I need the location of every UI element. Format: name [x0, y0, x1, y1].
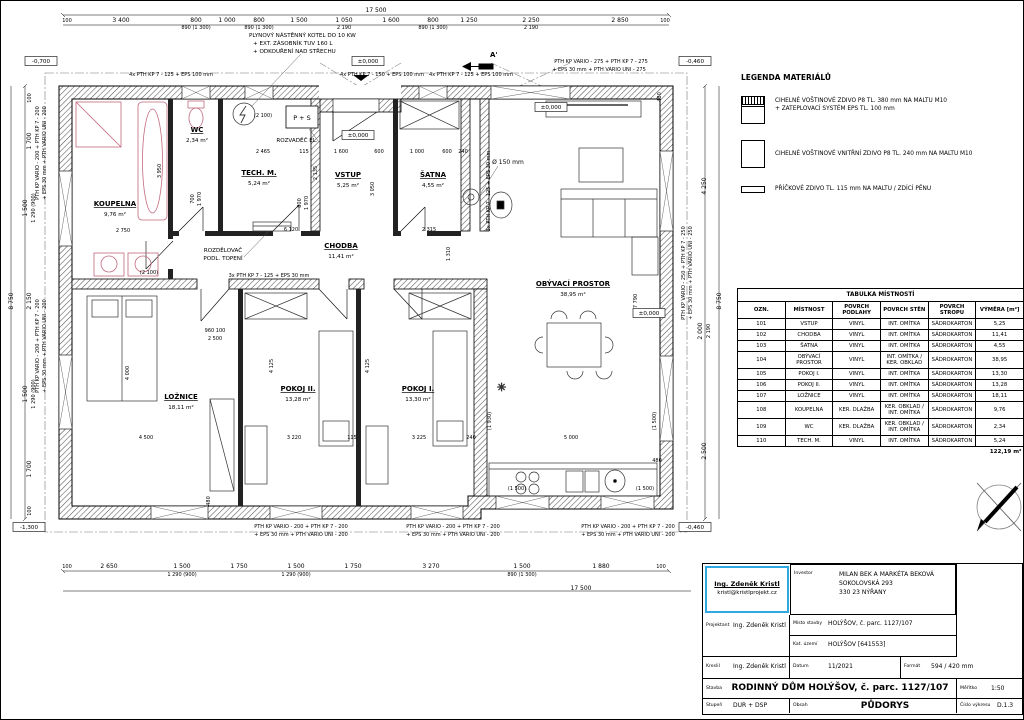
room-table-row — [738, 352, 1024, 369]
room-table-cell: VSTUP — [785, 319, 833, 330]
datum-label: Datum — [793, 664, 809, 669]
room-name: VSTUP — [334, 171, 362, 179]
room-table-cell: 101 — [738, 319, 786, 330]
dimension-label: 2 500 — [701, 442, 708, 460]
room-table-cell: INT. OMÍTKA / KER. OBKLAD — [880, 352, 928, 369]
dimension-label: (2 100) — [139, 270, 159, 276]
dimension-label: 1 310 — [446, 246, 452, 262]
dimension-label: 100 — [27, 93, 33, 103]
room-area: 13,30 m² — [405, 397, 431, 403]
room-table-cell: SÁDROKARTON — [928, 436, 976, 447]
plan-notes — [203, 31, 356, 262]
room-table-cell: VINYL — [833, 380, 881, 391]
dimension-label: (2 100) — [253, 113, 273, 119]
dimension-label: 8 750 — [716, 292, 723, 310]
dimension-label: 2 150 — [26, 292, 33, 310]
wardrobes — [207, 101, 471, 491]
room-table-column-header: MÍSTNOST — [785, 302, 833, 319]
room-table-cell: INT. OMÍTKA — [880, 380, 928, 391]
projektant-cell — [703, 615, 790, 657]
room-area: 5,25 m² — [337, 183, 359, 189]
dimension-label: 100 — [62, 18, 72, 24]
level-marker-value: -0,700 — [31, 59, 51, 65]
legend-item — [741, 96, 1024, 124]
obsah-cell — [790, 699, 956, 713]
room-table-row — [738, 319, 1024, 330]
svg-text:+ EXT. ZÁSOBNÍK TUV 160 L: + EXT. ZÁSOBNÍK TUV 160 L — [253, 41, 333, 47]
room-table-cell: KOUPELNA — [785, 402, 833, 419]
dimension-label: 1 600 — [382, 17, 400, 24]
dimension-label: 1 600 — [333, 149, 349, 155]
dimension-label: 3 225 — [411, 435, 427, 441]
legend-item-text: + ZATEPLOVACÍ SYSTÉM EPS TL. 100 mm — [775, 106, 895, 112]
legend-swatch-exterior-wall — [741, 96, 765, 124]
dimension-label: 6 120 — [283, 227, 299, 233]
dimension-label: 2 190 — [706, 323, 712, 339]
dimension-label: 2 250 — [522, 17, 540, 24]
room-table-cell: INT. OMÍTKA — [880, 391, 928, 402]
dimension-label: 1 290 (900) — [31, 193, 37, 223]
dimension-label: 1 050 — [335, 17, 353, 24]
room-table-cell: SÁDROKARTON — [928, 419, 976, 436]
legend-swatch-interior-wall — [741, 140, 765, 168]
room-table-cell: VINYL — [833, 341, 881, 352]
dimension-label: 2 465 — [255, 149, 271, 155]
dimension-label: 600 — [374, 149, 384, 155]
room-name: OBÝVACÍ PROSTOR — [535, 280, 611, 288]
dimension-label: 480 — [652, 458, 662, 464]
room-table-cell: POKOJ II. — [785, 380, 833, 391]
level-marker-value: ±0,000 — [347, 133, 369, 139]
wall-type-label: 4x PTH KP 7 - 125 + EPS 100 mm — [129, 72, 213, 78]
wall-type-label: + EPS 30 mm + PTH VARIO UNI - 200 — [42, 106, 48, 200]
stupen-label: Stupeň — [706, 703, 723, 708]
svg-text:+ ODKOUŘENÍ NAD STŘECHU: + ODKOUŘENÍ NAD STŘECHU — [253, 49, 336, 55]
datum-value: 11/2021 — [828, 663, 853, 670]
dimension-label: 8 750 — [8, 292, 15, 310]
dimension-label: 1 750 — [344, 563, 362, 570]
legend-item-text: PŘÍČKOVÉ ZDIVO TL. 115 mm NA MALTU / ZDÍCÍ PĚNU — [775, 186, 932, 192]
room-area: 2,34 m² — [186, 138, 208, 144]
room-table-cell: 18,11 — [976, 391, 1024, 402]
room-table-cell: 110 — [738, 436, 786, 447]
dimension-label: 1 700 — [26, 460, 33, 478]
room-table-row — [738, 436, 1024, 447]
obsah-label: Obsah — [793, 703, 808, 708]
room-table-cell: 38,95 — [976, 352, 1024, 369]
room-table-row — [738, 419, 1024, 436]
room-table-title: TABULKA MÍSTNOSTÍ — [738, 289, 1024, 302]
room-table-cell: SÁDROKARTON — [928, 319, 976, 330]
dimension-label: 890 (1 300) — [244, 25, 274, 31]
dimension-label: 2 500 — [207, 336, 223, 342]
dimension-label: 890 (1 300) — [418, 25, 448, 31]
dimension-label: 1 500 — [290, 17, 308, 24]
dimension-label: 3 270 — [422, 563, 440, 570]
section-marker — [462, 51, 498, 71]
room-table-cell: VINYL — [833, 352, 881, 369]
room-table-cell: 13,30 — [976, 369, 1024, 380]
room-table-cell: 13,28 — [976, 380, 1024, 391]
room-table-cell: SÁDROKARTON — [928, 341, 976, 352]
title-block-spacer — [956, 564, 1022, 657]
room-table-cell: 11,41 — [976, 330, 1024, 341]
room-table-cell: INT. OMÍTKA — [880, 319, 928, 330]
dimension-label: 240 — [458, 149, 468, 155]
room-name: WC — [190, 126, 204, 134]
dimension-label: 17 500 — [365, 7, 387, 14]
kreslil-value: Ing. Zdeněk Kristl — [733, 663, 786, 670]
room-table-cell: OBÝVACÍ PROSTOR — [785, 352, 833, 369]
room-table-cell: VINYL — [833, 319, 881, 330]
living-furniture — [535, 101, 658, 379]
dimension-label: 2 000 — [697, 322, 704, 340]
dimension-label: 2 750 — [115, 228, 131, 234]
room-table-cell: 103 — [738, 341, 786, 352]
title-block — [702, 563, 1023, 715]
svg-text:PODL. TOPENÍ: PODL. TOPENÍ — [203, 256, 243, 262]
wall-type-label: PTH KP VARIO - 200 + PTH KP 7 - 200 — [35, 106, 41, 200]
room-table-cell: 108 — [738, 402, 786, 419]
investor-street: SOKOLOVSKÁ 293 — [839, 580, 893, 587]
room-table-cell: CHODBA — [785, 330, 833, 341]
room-table-column-header: POVRCH PODLAHY — [833, 302, 881, 319]
tech-room-equipment — [233, 103, 291, 231]
format-cell — [900, 657, 1022, 679]
room-name: POKOJ I. — [401, 385, 435, 393]
wall-type-label: + EPS 30 mm + PTH VARIO UNI - 250 — [688, 226, 694, 320]
interior-walls-240 — [72, 99, 489, 496]
dimension-label: 2 850 — [611, 17, 629, 24]
room-table-row — [738, 402, 1024, 419]
room-area: 11,41 m² — [328, 254, 354, 260]
dimension-label: 700 — [190, 194, 196, 204]
room-table-cell: SÁDROKARTON — [928, 330, 976, 341]
dimension-label: 1 500 — [22, 385, 29, 403]
room-table-cell: INT. OMÍTKA — [880, 341, 928, 352]
north-arrow — [977, 483, 1021, 531]
level-marker-value: -1,300 — [19, 525, 39, 531]
stavba-value: RODINNÝ DŮM HOLÝŠOV, č. parc. 1127/107 — [731, 683, 949, 693]
door-swings — [146, 205, 425, 321]
kreslil-label: Kreslil — [706, 664, 720, 669]
company-email: kristl@kristlprojekt.cz — [717, 590, 777, 596]
dimension-label: Ø 150 mm — [492, 159, 524, 166]
room-table-cell: INT. OMÍTKA — [880, 369, 928, 380]
room-table-cell: LOŽNICE — [785, 391, 833, 402]
room-table-row — [738, 369, 1024, 380]
room-table-cell: 105 — [738, 369, 786, 380]
svg-text:A': A' — [490, 51, 498, 59]
room-table-row — [738, 341, 1024, 352]
stupen-cell — [703, 699, 790, 713]
room-area: 18,11 m² — [168, 405, 194, 411]
dimension-label: 2 135 — [313, 165, 319, 181]
wall-type-label: + EPS 30 mm + PTH VARIO UNI - 275 — [552, 67, 646, 73]
dimension-label: 800 — [190, 17, 202, 24]
kat-label: Kat. území — [793, 642, 818, 647]
room-table-column-header: POVRCH STROPU — [928, 302, 976, 319]
room-table-cell: 104 — [738, 352, 786, 369]
room-table-cell: 2,34 — [976, 419, 1024, 436]
fireplace-symbol: ✳ — [497, 381, 507, 394]
room-table-cell: VINYL — [833, 391, 881, 402]
dimension-label: 7 790 — [633, 293, 639, 309]
cislo-value: D.1.3 — [997, 702, 1014, 709]
room-table-row — [738, 330, 1024, 341]
wall-type-label: PTH KP VARIO - 250 + PTH KP 7 - 250 — [681, 226, 687, 320]
dimension-label: 1 970 — [304, 195, 310, 211]
dimension-label: 800 — [427, 17, 439, 24]
room-name: POKOJ II. — [280, 385, 316, 393]
dimension-label: 800 — [253, 17, 265, 24]
room-table-cell: SÁDROKARTON — [928, 352, 976, 369]
wall-type-label: PTH KP VARIO - 200 + PTH KP 7 - 200 — [254, 524, 348, 530]
dimension-label: (1 930) — [487, 411, 493, 431]
dimension-label: 1 700 — [26, 132, 33, 150]
legend-title: LEGENDA MATERIÁLŮ — [741, 73, 831, 82]
investor-city: 330 23 NÝŘANY — [839, 589, 887, 596]
dimension-label: 3 050 — [370, 181, 376, 197]
kreslil-cell — [703, 657, 790, 679]
room-table-cell: KER. OBKLAD / INT. OMÍTKA — [880, 419, 928, 436]
misto-label: Místo stavby — [793, 621, 823, 626]
dimension-label: 17 500 — [570, 585, 592, 592]
projektant-label: Projektant — [706, 623, 730, 628]
company-name: Ing. Zdeněk Kristl — [714, 580, 780, 588]
dimension-label: 2 190 — [336, 25, 352, 31]
dimension-label: 1 970 — [197, 191, 203, 207]
investor-cell — [790, 564, 956, 615]
dimension-label: 4 250 — [701, 177, 708, 195]
room-table-cell: SÁDROKARTON — [928, 402, 976, 419]
dimension-label: 240 — [466, 435, 476, 441]
dimension-label: 1 500 — [22, 199, 29, 217]
room-table-cell: 4,55 — [976, 341, 1024, 352]
wall-type-label: 3x PTH KP 7 - 125 + EPS 30 mm — [228, 273, 310, 279]
room-table-cell: KER. OBKLAD / INT. OMÍTKA — [880, 402, 928, 419]
room-table-header-row — [738, 302, 1024, 319]
wall-type-label: + EPS 30 mm + PTH VARIO UNI - 200 — [581, 532, 675, 538]
washer-dryer-label: P + S — [293, 114, 311, 122]
dimension-label: 890 (1 300) — [507, 572, 537, 578]
dimension-label: 115 — [347, 435, 357, 441]
obsah-value: PŮDORYS — [860, 701, 910, 711]
wall-type-label: + EPS 30 mm + PTH VARIO UNI - 200 — [406, 532, 500, 538]
dimension-label: 600 — [442, 149, 452, 155]
room-table-cell: 106 — [738, 380, 786, 391]
svg-text:ROZVADĚČ EL.: ROZVADĚČ EL. — [276, 138, 318, 144]
dimension-label: (1 500) — [635, 486, 655, 492]
room-name: CHODBA — [324, 242, 358, 250]
dimension-label: 1 000 — [409, 149, 425, 155]
dimension-label: 480 — [206, 496, 212, 506]
meritko-value: 1:50 — [991, 685, 1005, 692]
dimension-label: 3 400 — [112, 17, 130, 24]
cislo-cell — [956, 699, 1022, 713]
svg-text:ROZDĚLOVAČ: ROZDĚLOVAČ — [203, 248, 243, 254]
level-marker-value: -0,460 — [685, 525, 705, 531]
room-table-cell: VINYL — [833, 369, 881, 380]
investor-name: MILAN BEK A MARKÉTA BEKOVÁ — [839, 571, 935, 578]
room-name: LOŽNICE — [164, 393, 198, 401]
dimension-label: 1 290 (900) — [31, 379, 37, 409]
dimension-label: 100 — [660, 18, 670, 24]
room-table — [737, 288, 1024, 457]
room-table-column-header: OZN. — [738, 302, 786, 319]
dimension-label: 2 650 — [100, 563, 118, 570]
room-table-cell: WC — [785, 419, 833, 436]
dimension-label: 4 125 — [269, 358, 275, 374]
dimension-label: 100 — [62, 564, 72, 570]
room-area: 4,55 m² — [422, 183, 444, 189]
svg-text:PLYNOVÝ NÁSTĚNNÝ KOTEL DO 10 K: PLYNOVÝ NÁSTĚNNÝ KOTEL DO 10 KW — [249, 33, 356, 39]
wall-type-label: PTH KP VARIO - 200 + PTH KP 7 - 200 — [406, 524, 500, 530]
wall-type-label: 3x PTH KP 7 - 125 + EPS 30 mm — [486, 150, 492, 232]
stupen-value: DUR + DSP — [733, 702, 768, 709]
dimension-label: 1 500 — [287, 563, 305, 570]
dimension-label: 4 000 — [125, 365, 131, 381]
level-marker-value: -0,460 — [685, 59, 705, 65]
room-name: TECH. M. — [241, 169, 277, 177]
level-marker-value: ±0,000 — [540, 105, 562, 111]
dimension-label: 4 125 — [365, 358, 371, 374]
room-table-cell: TECH. M. — [785, 436, 833, 447]
meritko-label: Měřítko — [960, 686, 978, 691]
legend-item-text: CIHELNÉ VOŠTINOVÉ ZDIVO P8 TL. 380 mm NA MALTU M10 — [775, 98, 947, 104]
room-table-cell: INT. OMÍTKA — [880, 330, 928, 341]
dimension-label: 1 290 (900) — [281, 572, 311, 578]
meritko-cell — [956, 679, 1022, 699]
legend-item — [741, 140, 1024, 168]
dimension-label: (1 500) — [507, 486, 527, 492]
wall-type-label: PTH KP VARIO - 275 + PTH KP 7 - 275 — [554, 59, 648, 65]
dimension-label: 960 100 — [204, 328, 226, 334]
room-table-row — [738, 380, 1024, 391]
room-table-cell: SÁDROKARTON — [928, 380, 976, 391]
wall-type-label: + EPS 30 mm + PTH VARIO UNI - 200 — [254, 532, 348, 538]
room-area: 5,24 m² — [248, 181, 270, 187]
room-table-cell: 109 — [738, 419, 786, 436]
kat-value: HOLÝŠOV [641553] — [828, 641, 886, 648]
wall-type-label: PTH KP VARIO - 200 + PTH KP 7 - 200 — [35, 299, 41, 393]
dimension-label: 100 — [656, 564, 666, 570]
misto-value: HOLÝŠOV, č. parc. 1127/107 — [828, 620, 913, 627]
room-table-cell: POKOJ I. — [785, 369, 833, 380]
dimension-label: 800 — [297, 198, 303, 208]
wall-type-label: PTH KP VARIO - 200 + PTH KP 7 - 200 — [581, 524, 675, 530]
washer-dryer-box — [286, 106, 318, 128]
porch-opening — [319, 85, 401, 100]
dimension-label: (1 500) — [652, 411, 658, 431]
datum-cell — [790, 657, 900, 679]
dimension-label: 1 000 — [218, 17, 236, 24]
level-marker-value: ±0,000 — [638, 311, 660, 317]
dimension-label: 480 — [657, 92, 663, 102]
sanitary-fixtures — [76, 101, 204, 276]
dimension-label: 1 500 — [173, 563, 191, 570]
dimension-label: 1 250 — [460, 17, 478, 24]
cislo-label: Číslo výkresu — [960, 703, 991, 708]
dimension-label: 2 190 — [523, 25, 539, 31]
room-table-cell: VINYL — [833, 436, 881, 447]
room-table-cell: KER. DLAŽBA — [833, 402, 881, 419]
investor-label: Investor — [794, 571, 813, 576]
room-name: ŠATNA — [420, 171, 446, 179]
room-table-cell: SÁDROKARTON — [928, 391, 976, 402]
wall-type-label: 4x PTH KP 7 - 150 + EPS 100 mm — [340, 72, 424, 78]
room-name: KOUPELNA — [93, 200, 137, 208]
room-table-cell: 102 — [738, 330, 786, 341]
kat-cell — [790, 636, 956, 657]
dimension-label: 3 950 — [157, 163, 163, 179]
dimension-label: 2 315 — [421, 227, 437, 233]
room-table-total-row — [738, 447, 1024, 458]
format-label: Formát — [904, 664, 921, 669]
room-table-cell: INT. OMÍTKA — [880, 436, 928, 447]
dimension-label: 1 880 — [592, 563, 610, 570]
room-area: 38,95 m² — [560, 292, 586, 298]
note-leaders — [244, 54, 498, 257]
dimension-label: 1 290 (900) — [167, 572, 197, 578]
room-table-column-header: VÝMĚRA [m²] — [976, 302, 1024, 319]
projektant-value: Ing. Zdeněk Kristl — [733, 622, 786, 629]
dimension-label: 115 — [299, 149, 309, 155]
dimension-label: 1 750 — [230, 563, 248, 570]
legend-item — [741, 184, 1024, 193]
dimension-label: 5 000 — [563, 435, 579, 441]
room-table-cell: 5,24 — [976, 436, 1024, 447]
room-table-cell: SÁDROKARTON — [928, 369, 976, 380]
stavba-cell — [703, 679, 956, 699]
room-table-cell: ŠATNA — [785, 341, 833, 352]
stavba-label: Stavba — [706, 686, 722, 691]
materials-legend — [741, 73, 1024, 209]
wall-type-label: 4x PTH KP 7 - 125 + EPS 100 mm — [429, 72, 513, 78]
dimension-label: 3 220 — [286, 435, 302, 441]
room-area: 13,28 m² — [285, 397, 311, 403]
room-table-cell: VINYL — [833, 330, 881, 341]
room-table-cell: KER. DLAŽBA — [833, 419, 881, 436]
legend-swatch-partition-wall — [741, 186, 765, 193]
dimension-label: 100 — [27, 506, 33, 516]
misto-cell — [790, 615, 956, 636]
format-value: 594 / 420 mm — [931, 663, 974, 670]
dimension-label: 890 (1 300) — [181, 25, 211, 31]
room-table-cell: 9,76 — [976, 402, 1024, 419]
company-logo-box — [705, 566, 789, 613]
room-table-total: 122,19 m² — [738, 447, 1024, 458]
wall-type-label: + EPS 30 mm + PTH VARIO UNI - 200 — [42, 299, 48, 393]
level-markers — [13, 57, 711, 532]
room-table-row — [738, 391, 1024, 402]
legend-item-text: CIHELNÉ VOŠTINOVÉ VNITŘNÍ ZDIVO P8 TL. 240 mm NA MALTU M10 — [775, 151, 973, 157]
dimension-label: 4 500 — [138, 435, 154, 441]
room-table-cell: 107 — [738, 391, 786, 402]
level-marker-value: ±0,000 — [357, 59, 379, 65]
room-table-column-header: POVRCH STĚN — [880, 302, 928, 319]
room-area: 9,76 m² — [104, 212, 126, 218]
dimension-label: 1 500 — [513, 563, 531, 570]
entrance-door-opening — [333, 99, 379, 112]
room-table-cell: 5,25 — [976, 319, 1024, 330]
